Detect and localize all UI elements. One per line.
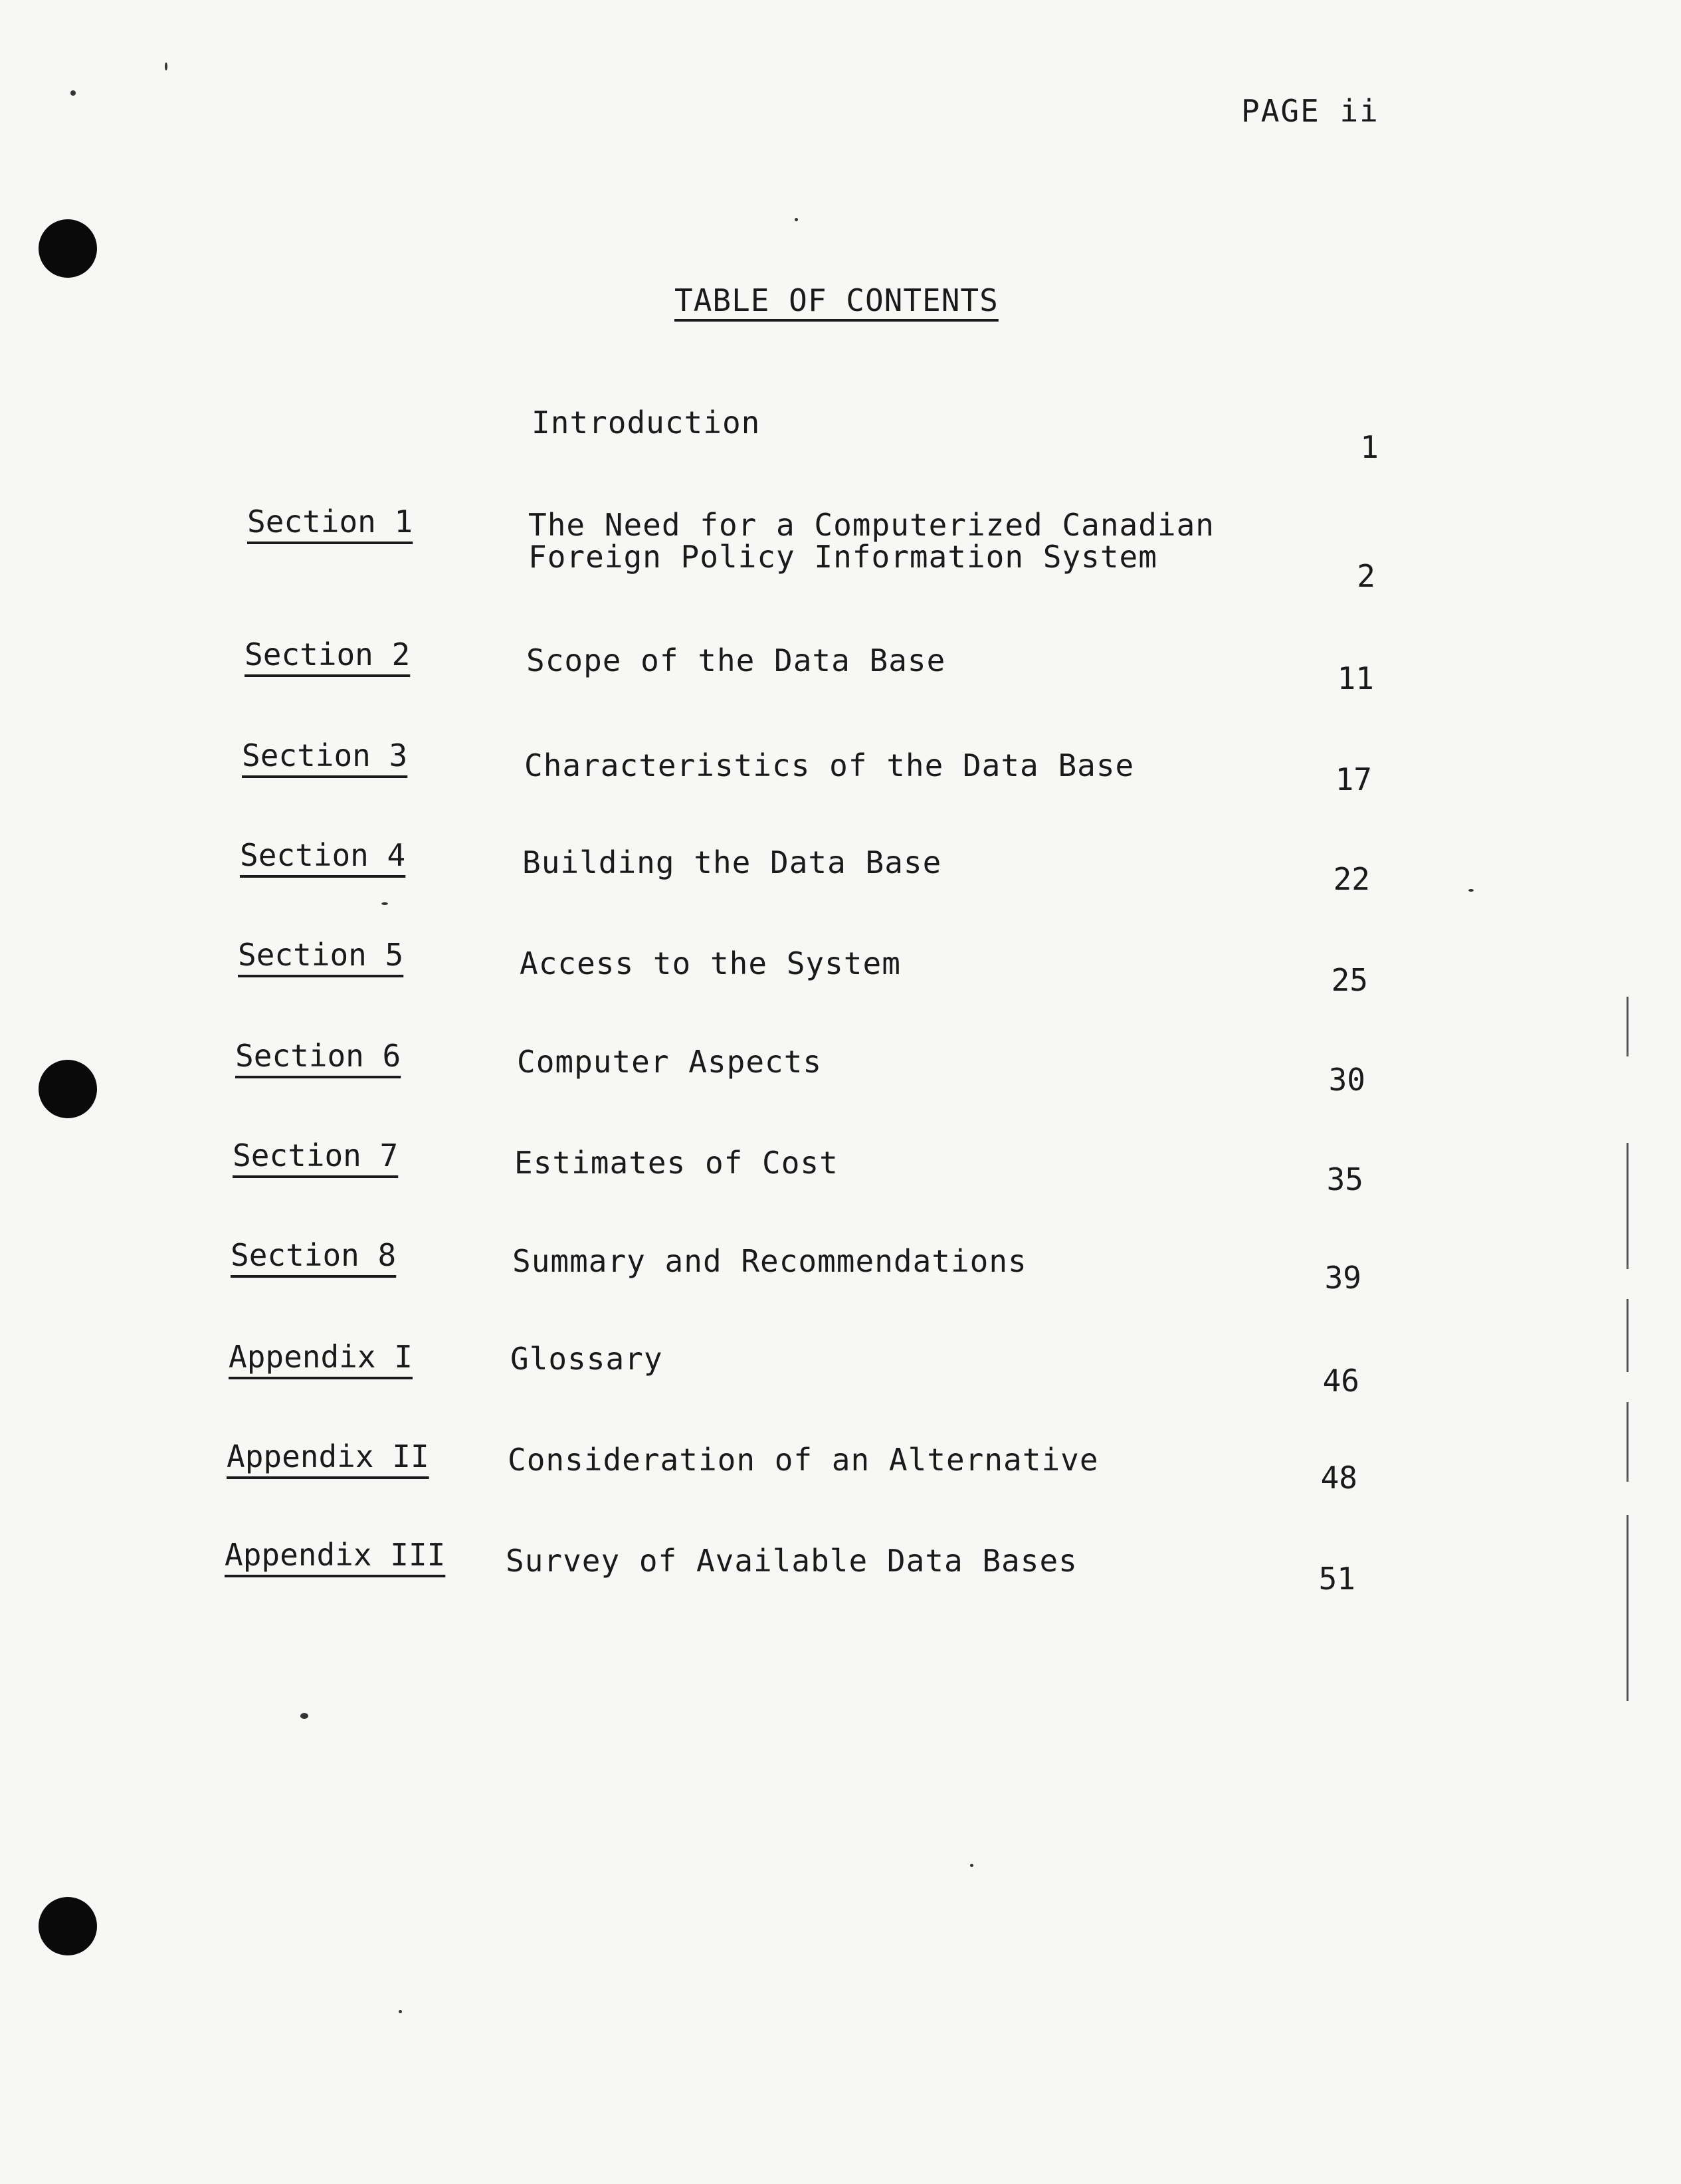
toc-entry-title: Survey of Available Data Bases (506, 1543, 1078, 1579)
toc-entry-page: 30 (1328, 1062, 1365, 1098)
toc-entry-page: 11 (1337, 660, 1374, 696)
scan-edge-mark (1627, 997, 1629, 1056)
toc-entry-title: Computer Aspects (517, 1044, 823, 1080)
toc-entry-section-1 (0, 504, 1681, 594)
toc-entry-introduction (0, 407, 1681, 486)
toc-entry-title: Building the Data Base (522, 844, 942, 880)
toc-entry-label: Appendix I (229, 1339, 413, 1375)
scan-speck (970, 1864, 973, 1867)
toc-entry-section-5 (0, 937, 1681, 1017)
page-title: TABLE OF CONTENTS (674, 282, 999, 318)
toc-entry-section-8 (0, 1237, 1681, 1317)
scan-edge-mark (1627, 1143, 1629, 1269)
toc-entry-label: Section 2 (245, 637, 411, 672)
scan-speck (165, 62, 167, 70)
toc-entry-label: Section 6 (235, 1038, 401, 1074)
toc-entry-page: 2 (1357, 558, 1375, 594)
toc-entry-title: Access to the System (520, 945, 901, 981)
toc-entry-label: Section 8 (231, 1237, 397, 1273)
toc-entry-title: The Need for a Computerized Canadian Foreign Policy Information System (528, 507, 1215, 575)
toc-entry-label: Section 3 (242, 738, 408, 773)
toc-entry-section-6 (0, 1038, 1681, 1118)
scan-edge-mark (1627, 1299, 1629, 1372)
toc-entry-label: Section 5 (238, 937, 404, 973)
toc-entry-section-4 (0, 837, 1681, 917)
scan-edge-mark (1627, 1402, 1629, 1482)
binder-hole (39, 219, 97, 278)
toc-entry-appendix-2 (0, 1439, 1681, 1518)
scan-speck (795, 218, 798, 221)
toc-entry-page: 25 (1331, 962, 1368, 998)
scan-speck (300, 1713, 308, 1719)
scan-speck (1468, 889, 1474, 892)
toc-entry-title: Glossary (510, 1341, 663, 1377)
toc-entry-page: 48 (1320, 1460, 1357, 1496)
toc-entry-section-2 (0, 637, 1681, 716)
toc-entry-page: 46 (1322, 1363, 1359, 1399)
toc-entry-page: 22 (1333, 861, 1370, 897)
toc-entry-title: Introduction (532, 405, 761, 441)
toc-entry-section-3 (0, 738, 1681, 817)
toc-entry-page: 17 (1335, 761, 1372, 797)
toc-entry-title: Scope of the Data Base (526, 643, 946, 678)
toc-entry-title: Characteristics of the Data Base (524, 747, 1135, 783)
toc-entry-section-7 (0, 1138, 1681, 1217)
toc-entry-page: 35 (1326, 1161, 1363, 1197)
toc-entry-page: 39 (1324, 1260, 1361, 1296)
toc-entry-label: Appendix III (225, 1537, 446, 1573)
page-number: PAGE ii (1241, 93, 1379, 129)
toc-entry-label: Section 4 (240, 837, 406, 873)
binder-hole (39, 1897, 97, 1955)
scan-speck (399, 2010, 402, 2013)
toc-entry-page: 1 (1360, 429, 1379, 465)
toc-entry-title: Estimates of Cost (514, 1145, 839, 1181)
toc-entry-label: Section 7 (233, 1138, 399, 1173)
scan-speck (381, 902, 388, 905)
toc-entry-appendix-3 (0, 1537, 1681, 1617)
toc-entry-title: Summary and Recommendations (512, 1243, 1027, 1279)
toc-entry-label: Appendix II (227, 1439, 429, 1474)
scan-speck (70, 90, 76, 96)
toc-entry-page: 51 (1318, 1561, 1355, 1597)
scan-edge-mark (1627, 1515, 1629, 1701)
toc-entry-appendix-1 (0, 1339, 1681, 1419)
toc-entry-label: Section 1 (247, 504, 413, 540)
toc-entry-title: Consideration of an Alternative (508, 1442, 1099, 1478)
